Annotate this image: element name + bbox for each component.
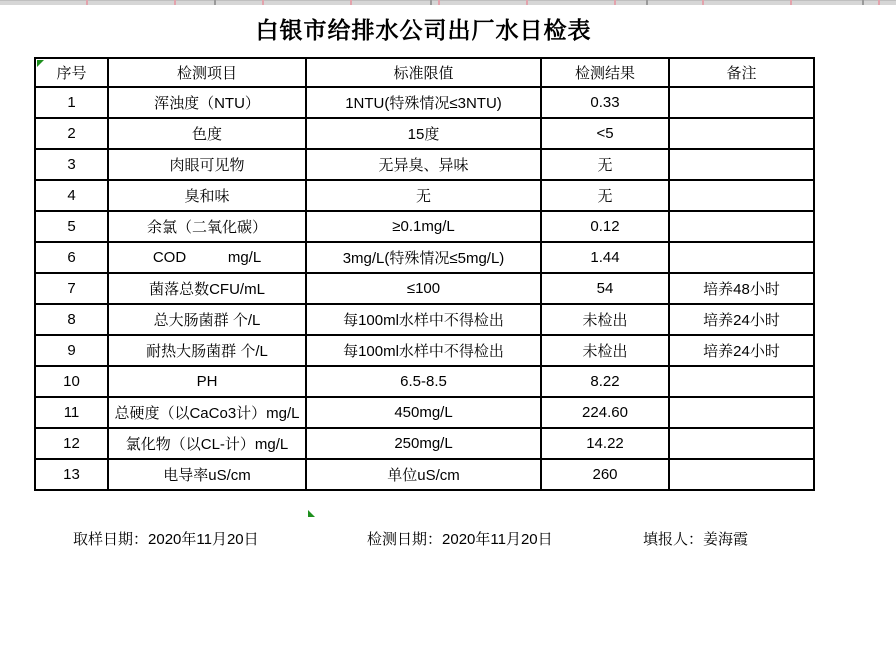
cell-result: 260 [541,459,669,490]
reporter-label: 填报人： [643,531,704,548]
cell-note [669,149,814,180]
sample-date-value: 2020年11月20日 [148,531,259,548]
table-row [35,397,814,428]
sample-date-label: 取样日期： [73,531,149,548]
cell-no: 7 [35,273,108,304]
cell-note: 培养24小时 [669,335,814,366]
cell-note [669,211,814,242]
cell-result: 8.22 [541,366,669,397]
test-date-value: 2020年11月20日 [442,531,553,548]
table-row [35,459,814,490]
cell-result: 未检出 [541,335,669,366]
cell-no: 6 [35,242,108,273]
test-date-label: 检测日期： [367,531,443,548]
cell-no: 2 [35,118,108,149]
cell-note [669,428,814,459]
cell-limit: 15度 [306,118,541,149]
cell-item: 浑浊度（NTU） [108,87,306,118]
cell-no: 8 [35,304,108,335]
cell-note: 培养24小时 [669,304,814,335]
spreadsheet-top-strip [0,0,896,5]
col-header-item: 检测项目 [108,58,306,87]
cell-result: <5 [541,118,669,149]
cell-result: 未检出 [541,304,669,335]
col-header-no: 序号 [35,58,108,87]
cell-item: 氯化物（以CL-计）mg/L [108,428,306,459]
cell-note: 培养48小时 [669,273,814,304]
sample-date [73,528,259,549]
table-row [35,180,814,211]
table-row [35,304,814,335]
reporter-value: 姜海霞 [703,531,749,548]
cell-item: COD mg/L [108,242,306,273]
cell-limit: 450mg/L [306,397,541,428]
cell-error-triangle-icon [308,510,315,517]
page-title: 白银市给排水公司出厂水日检表 [255,17,592,43]
cell-limit: ≤100 [306,273,541,304]
cell-item: 菌落总数CFU/mL [108,273,306,304]
cell-limit: 无 [306,180,541,211]
test-date [367,528,553,549]
cell-item: 臭和味 [108,180,306,211]
cell-limit: 250mg/L [306,428,541,459]
col-header-result: 检测结果 [541,58,669,87]
cell-item: 耐热大肠菌群 个/L [108,335,306,366]
cell-result: 0.12 [541,211,669,242]
cell-item: 肉眼可见物 [108,149,306,180]
footer [0,528,896,550]
table-row [35,242,814,273]
cell-result: 无 [541,149,669,180]
cell-result: 54 [541,273,669,304]
table-row [35,118,814,149]
table-row [35,149,814,180]
cell-result: 1.44 [541,242,669,273]
cell-result: 14.22 [541,428,669,459]
reporter [643,528,748,549]
cell-no: 9 [35,335,108,366]
col-header-limit: 标准限值 [306,58,541,87]
cell-no: 3 [35,149,108,180]
table-row [35,366,814,397]
cell-note [669,459,814,490]
cell-item: 电导率uS/cm [108,459,306,490]
cell-note [669,366,814,397]
cell-no: 1 [35,87,108,118]
table-row [35,273,814,304]
cell-limit: ≥0.1mg/L [306,211,541,242]
cell-item: 总硬度（以CaCo3计）mg/L [108,397,306,428]
cell-error-triangle-icon [37,60,44,67]
inspection-table [34,57,815,491]
cell-item: PH [108,366,306,397]
cell-result: 224.60 [541,397,669,428]
cell-limit: 无异臭、异味 [306,149,541,180]
cell-note [669,118,814,149]
cell-limit: 单位uS/cm [306,459,541,490]
table-row [35,87,814,118]
table-row [35,428,814,459]
cell-limit: 1NTU(特殊情况≤3NTU) [306,87,541,118]
cell-result: 无 [541,180,669,211]
cell-item: 总大肠菌群 个/L [108,304,306,335]
cell-no: 4 [35,180,108,211]
cell-result: 0.33 [541,87,669,118]
cell-note [669,397,814,428]
cell-item: 色度 [108,118,306,149]
cell-note [669,87,814,118]
cell-no: 12 [35,428,108,459]
table-header-row [35,58,814,87]
cell-no: 5 [35,211,108,242]
cell-no: 13 [35,459,108,490]
col-header-note: 备注 [669,58,814,87]
table-row [35,335,814,366]
cell-note [669,180,814,211]
cell-limit: 每100ml水样中不得检出 [306,335,541,366]
cell-no: 10 [35,366,108,397]
table-row [35,211,814,242]
cell-limit: 3mg/L(特殊情况≤5mg/L) [306,242,541,273]
cell-limit: 6.5-8.5 [306,366,541,397]
cell-item: 余氯（二氧化碳） [108,211,306,242]
cell-no: 11 [35,397,108,428]
cell-limit: 每100ml水样中不得检出 [306,304,541,335]
cell-note [669,242,814,273]
